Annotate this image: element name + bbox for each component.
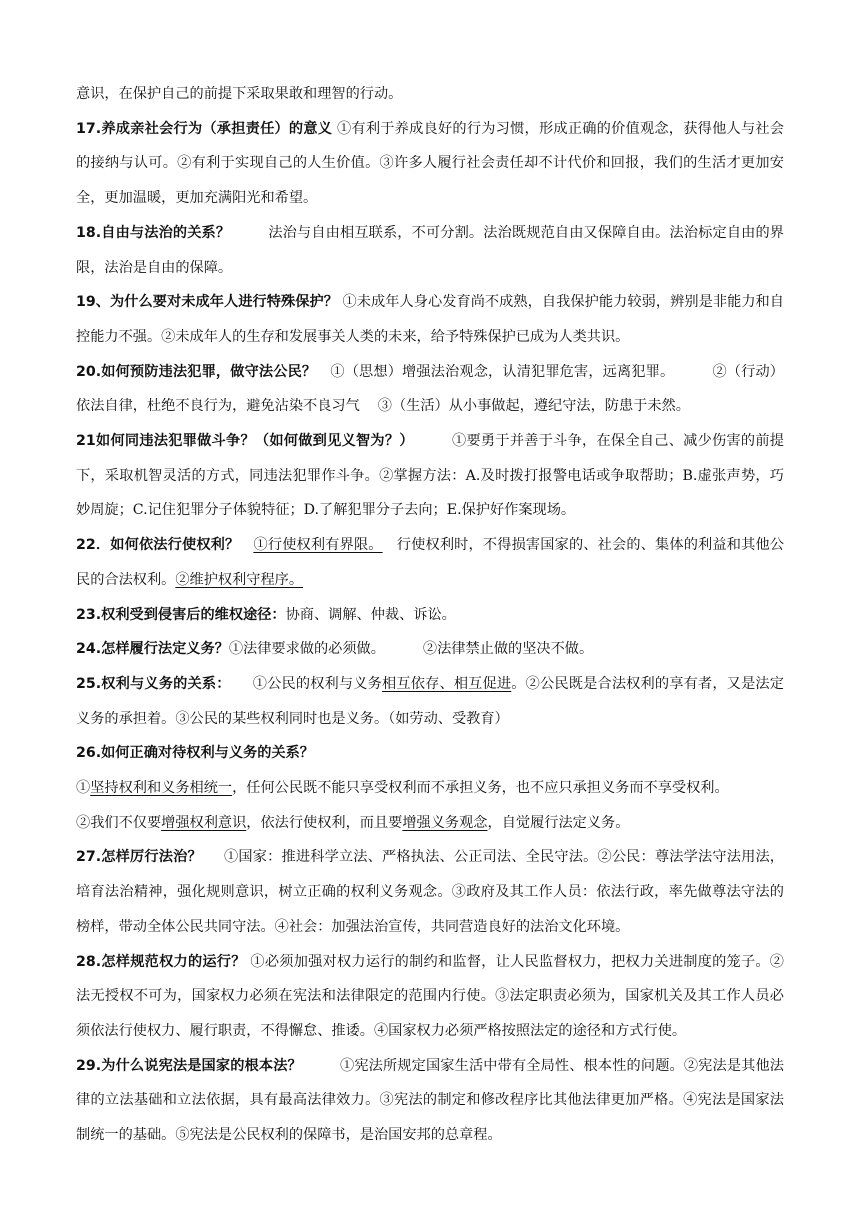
underlined-text: 增强权利意识 (161, 814, 247, 831)
question-heading: 27.怎样厉行法治？ (76, 849, 202, 866)
item-22-exercise-rights (76, 528, 784, 597)
question-heading: 29.为什么说宪法是国家的根本法？ (76, 1057, 302, 1074)
item-28-regulate-power (76, 945, 784, 1049)
item-26-point-1 (76, 771, 784, 806)
text-span: 行使权利时，不得损害国家的、社会的、集体的利益和其他公民的合法权利。 (76, 537, 784, 588)
text-span: ，任何公民既不能只享受权利而不承担义务，也不应只承担义务而不享受权利。 (232, 780, 729, 797)
text-span: ①宪法所规定国家生活中带有全局性、根本性的问题。②宪法是其他法律的立法基础和立法依据，具有最高法律效力。③宪法的制定和修改程序比其他法律更加严格。④宪法是国家法制统一的基础。⑤宪法是公民权利的保障书，是治国安邦的总章程。 (76, 1057, 784, 1144)
question-heading: 24.怎样履行法定义务？ (76, 641, 229, 658)
item-23-rights-remedies (76, 598, 784, 633)
document-body (76, 77, 784, 1153)
text-span: ①未成年人身心发育尚不成熟，自我保护能力较弱，辨别是非能力和自控能力不强。②未成年人的生存和发展事关人类的未来，给予特殊保护已成为人类共识。 (76, 294, 784, 345)
underlined-text: 坚持权利和义务相统一 (90, 780, 233, 797)
text-span: ①公民的权利与义务 (252, 675, 383, 692)
text-span: ①国家：推进科学立法、严格执法、公正司法、全民守法。②公民：尊法学法守法用法，培育法治精神，强化规则意识，树立正确的权利义务观念。③政府及其工作人员：依法行政，率先做尊法守法的榜样，带动全体公民共同守法。④社会：加强法治宣传，共同营造良好的法治文化环境。 (76, 849, 784, 935)
text-span: 意识，在保护自己的前提下采取果敢和理智的行动。 (76, 86, 403, 102)
text-span: ①有利于养成良好的行为习惯，形成正确的价值观念，获得他人与社会的接纳与认可。②有利于实现自己的人生价值。③许多人履行社会责任却不计代价和回报，我们的生活才更加安全，更加温暖，更加充满阳光和希望。 (76, 120, 784, 207)
item-25-rights-and-obligations (76, 667, 784, 736)
text-span: ，自觉履行法定义务。 (487, 814, 630, 831)
text-span: ①法律要求做的必须做。 (228, 641, 385, 658)
text-span: ③（生活）从小事做起，遵纪守法，防患于未然。 (377, 398, 690, 415)
question-heading: 22．如何依法行使权利？ (76, 537, 240, 554)
item-24-fulfill-obligations (76, 632, 784, 667)
question-heading: 20.如何预防违法犯罪，做守法公民？ (76, 363, 317, 380)
item-29-constitution (76, 1049, 784, 1153)
item-21-fighting-crime (76, 424, 784, 528)
item-17-prosocial-behavior (76, 112, 784, 216)
underlined-text: 增强义务观念 (402, 814, 488, 831)
text-continuation (76, 77, 784, 112)
underlined-text: ①行使权利有界限。 (253, 537, 383, 554)
question-heading: 19、为什么要对未成年人进行特殊保护？ (76, 294, 338, 311)
text-span: 。②公民既是合法权利的享有者，又是法定义务的承担着。③公民的某些权利同时也是义务。（如劳动、受教育） (76, 675, 784, 727)
text-span: ①要勇于并善于斗争，在保全自己、减少伤害的前提下，采取机智灵活的方式，同违法犯罪作斗争。②掌握方法：A.及时拨打报警电话或争取帮助；B.虚张声势，巧妙周旋；C.记住犯罪分子体貌特征；D.了解犯罪分子去向；E.保护好作案现场。 (76, 433, 784, 519)
item-20-crime-prevention (76, 355, 784, 424)
question-heading: 18.自由与法治的关系？ (76, 224, 231, 241)
item-26-heading (76, 736, 784, 771)
item-27-rule-of-law (76, 840, 784, 944)
text-span: 协商、调解、仲裁、诉讼。 (285, 606, 456, 623)
text-span: ①必须加强对权力运行的制约和监督，让人民监督权力，把权力关进制度的笼子。②法无授权不可为，国家权力必须在宪法和法律限定的范围内行使。③法定职责必须为，国家机关及其工作人员必须依法行使权力、履行职责，不得懈怠、推诿。④国家权力必须严格按照法定的途径和方式行使。 (76, 953, 784, 1039)
item-26-point-2 (76, 806, 784, 841)
text-span: 法治与自由相互联系，不可分割。法治既规范自由又保障自由。法治标定自由的界限，法治是自由的保障。 (76, 224, 784, 276)
question-heading: 23.权利受到侵害后的维权途径： (76, 606, 286, 623)
text-span: ②法律禁止做的坚决不做。 (422, 641, 594, 658)
text-span: ①（思想）增强法治观念，认清犯罪危害，远离犯罪。 (330, 363, 675, 380)
underlined-text: ②维护权利守程序。 (175, 571, 304, 588)
text-span: ②（行动）依法自律，杜绝不良行为，避免沾染不良习气 (76, 363, 784, 415)
item-19-minor-protection (76, 285, 784, 354)
question-heading: 25.权利与义务的关系： (76, 675, 231, 692)
text-span: ②我们不仅要 (76, 814, 162, 831)
text-span: ① (76, 780, 91, 797)
text-span: ，依法行使权利，而且要 (246, 814, 403, 831)
question-heading: 26.如何正确对待权利与义务的关系？ (76, 745, 314, 762)
question-heading: 21如何同违法犯罪做斗争？（如何做到见义智为？） (76, 433, 414, 450)
question-heading: 17.养成亲社会行为（承担责任）的意义 (76, 120, 333, 137)
underlined-text: 相互依存、相互促进 (382, 675, 512, 692)
question-heading: 28.怎样规范权力的运行？ (76, 953, 246, 970)
item-18-freedom-and-rule-of-law (76, 216, 784, 285)
